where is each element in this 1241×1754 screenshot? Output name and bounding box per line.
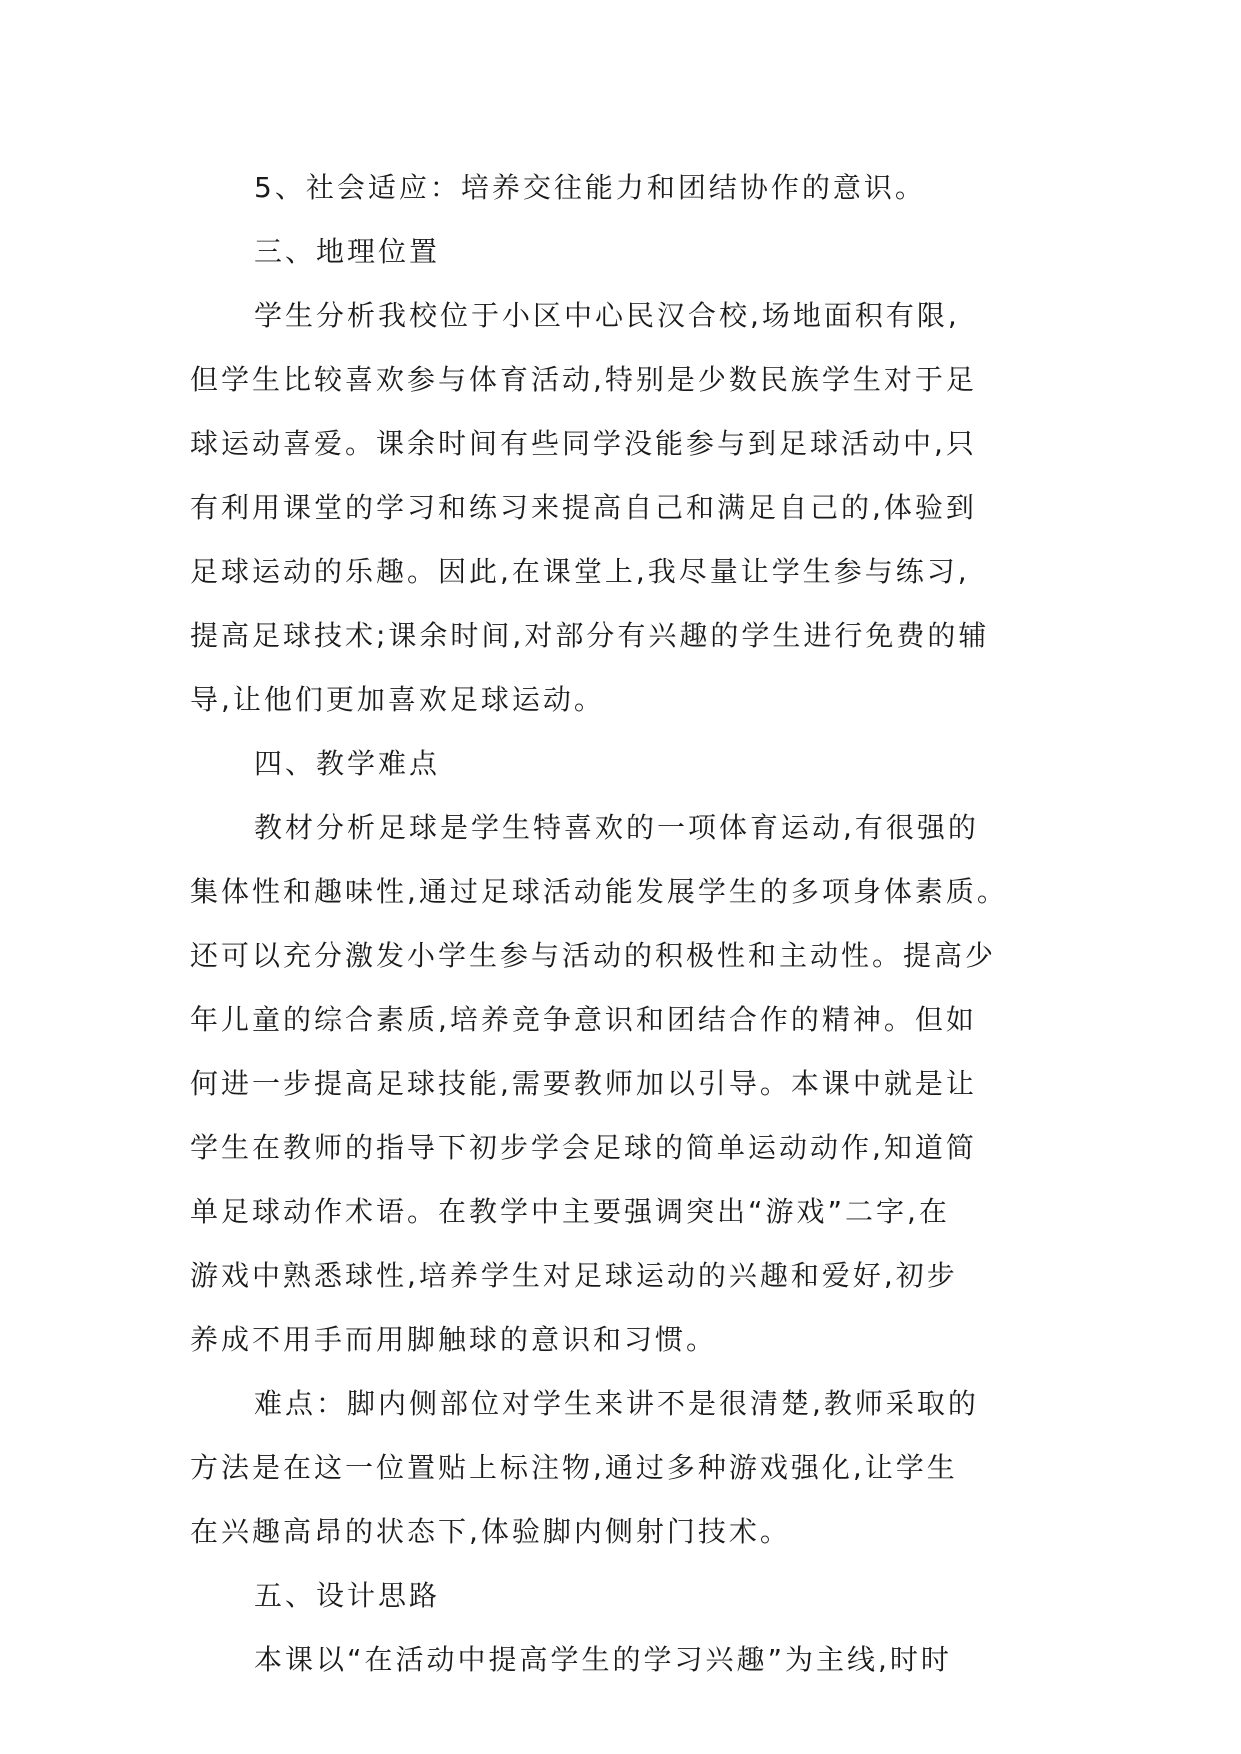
text-line: 难点：脚内侧部位对学生来讲不是很清楚,教师采取的	[254, 1387, 979, 1420]
text-line: 还可以充分激发小学生参与活动的积极性和主动性。提高少	[190, 939, 997, 972]
text-line: 学生在教师的指导下初步学会足球的简单运动动作,知道简	[190, 1131, 977, 1164]
text-line: 有利用课堂的学习和练习来提高自己和满足自己的,体验到	[190, 491, 977, 524]
text-line: 足球运动的乐趣。因此,在课堂上,我尽量让学生参与练习,	[190, 555, 970, 588]
section-heading: 四、教学难点	[254, 747, 441, 780]
text-line: 但学生比较喜欢参与体育活动,特别是少数民族学生对于足	[190, 363, 977, 396]
text-line: 球运动喜爱。课余时间有些同学没能参与到足球活动中,只	[190, 427, 977, 460]
text-line: 养成不用手而用脚触球的意识和习惯。	[190, 1323, 718, 1356]
document-body	[190, 156, 1060, 1692]
text-line: 何进一步提高足球技能,需要教师加以引导。本课中就是让	[190, 1067, 977, 1100]
text-line: 学生分析我校位于小区中心民汉合校,场地面积有限,	[254, 299, 960, 332]
text-line: 集体性和趣味性,通过足球活动能发展学生的多项身体素质。	[190, 875, 1008, 908]
text-line: 导,让他们更加喜欢足球运动。	[190, 683, 605, 716]
text-line: 年儿童的综合素质,培养竞争意识和团结合作的精神。但如	[190, 1003, 977, 1036]
text-line: 5、社会适应：培养交往能力和团结协作的意识。	[254, 171, 926, 204]
section-heading: 三、地理位置	[254, 235, 441, 268]
text-line: 游戏中熟悉球性,培养学生对足球运动的兴趣和爱好,初步	[190, 1259, 958, 1292]
section-heading: 五、设计思路	[254, 1579, 441, 1612]
text-line: 提高足球技术;课余时间,对部分有兴趣的学生进行免费的辅	[190, 619, 990, 652]
text-line: 本课以“在活动中提高学生的学习兴趣”为主线,时时	[254, 1643, 952, 1676]
text-line: 教材分析足球是学生特喜欢的一项体育运动,有很强的	[254, 811, 979, 844]
text-line: 在兴趣高昂的状态下,体验脚内侧射门技术。	[190, 1515, 791, 1548]
text-line: 方法是在这一位置贴上标注物,通过多种游戏强化,让学生	[190, 1451, 958, 1484]
text-line: 单足球动作术语。在教学中主要强调突出“游戏”二字,在	[190, 1195, 950, 1228]
